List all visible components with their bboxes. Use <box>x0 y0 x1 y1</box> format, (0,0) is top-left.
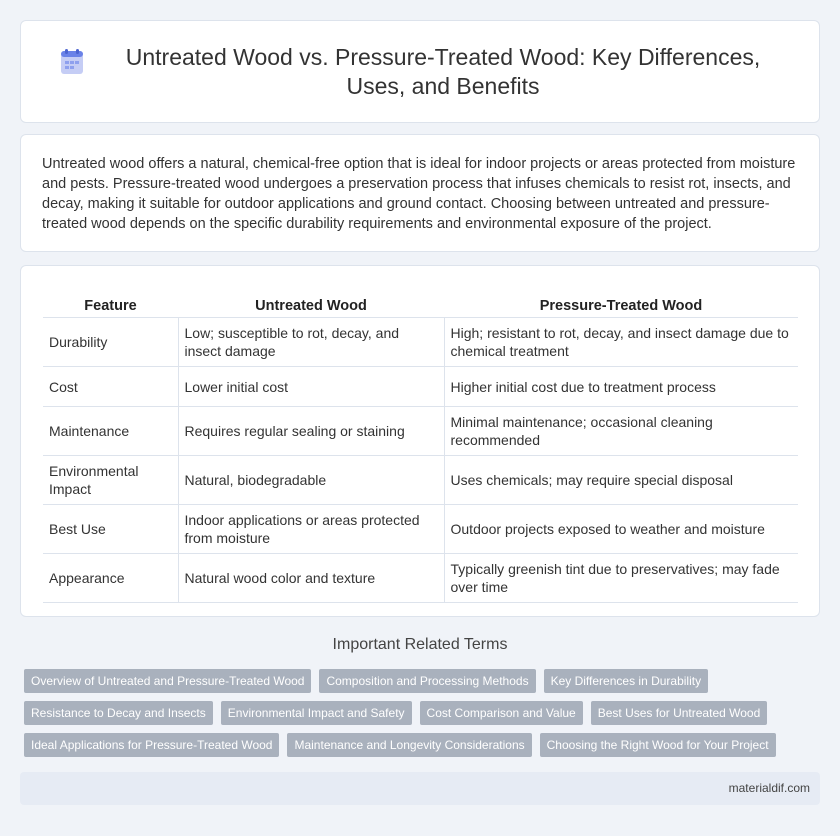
table-row <box>43 456 798 505</box>
table-cell: Maintenance <box>43 407 178 456</box>
table-row <box>43 505 798 554</box>
table-cell: Outdoor projects exposed to weather and moisture <box>444 505 798 554</box>
header-card <box>20 20 820 123</box>
table-cell: Low; susceptible to rot, decay, and insect damage <box>178 318 444 367</box>
tag-row <box>24 669 824 693</box>
related-term-tag[interactable]: Environmental Impact and Safety <box>221 701 412 725</box>
intro-text: Untreated wood offers a natural, chemical-free option that is ideal for indoor projects or areas protected from moisture and pests. Pressure-treated wood undergoes a preservation process that infuses chemicals to resist rot, insects, and decay, making it suitable for outdoor applications and ground contact. Choosing between untreated and pressure-treated wood depends on the specific durability requirements and environmental exposure of the project. <box>42 156 796 232</box>
table-cell: Indoor applications or areas protected from moisture <box>178 505 444 554</box>
table-cell: Higher initial cost due to treatment process <box>444 367 798 407</box>
related-terms-list <box>24 669 824 765</box>
table-cell: Appearance <box>43 554 178 603</box>
related-term-tag[interactable]: Composition and Processing Methods <box>319 669 535 693</box>
table-row <box>43 554 798 603</box>
site-link[interactable]: materialdif.com <box>728 781 810 795</box>
table-header-row <box>43 294 798 318</box>
comparison-table-card <box>20 265 820 617</box>
table-cell: Natural wood color and texture <box>178 554 444 603</box>
related-term-tag[interactable]: Best Uses for Untreated Wood <box>591 701 768 725</box>
table-row <box>43 407 798 456</box>
table-cell: Natural, biodegradable <box>178 456 444 505</box>
table-cell: Typically greenish tint due to preservatives; may fade over time <box>444 554 798 603</box>
related-terms-title: Important Related Terms <box>332 636 508 653</box>
table-row <box>43 367 798 407</box>
table-cell: Cost <box>43 367 178 407</box>
comparison-table <box>43 294 798 603</box>
related-term-tag[interactable]: Ideal Applications for Pressure-Treated Wood <box>24 733 279 757</box>
table-cell: Lower initial cost <box>178 367 444 407</box>
table-cell: Durability <box>43 318 178 367</box>
table-cell: Minimal maintenance; occasional cleaning recommended <box>444 407 798 456</box>
related-term-tag[interactable]: Cost Comparison and Value <box>420 701 583 725</box>
related-term-tag[interactable]: Key Differences in Durability <box>544 669 709 693</box>
table-cell: Uses chemicals; may require special disposal <box>444 456 798 505</box>
table-cell: Best Use <box>43 505 178 554</box>
intro-card <box>20 134 820 252</box>
table-cell: Environmental Impact <box>43 456 178 505</box>
table-row <box>43 318 798 367</box>
column-header: Pressure-Treated Wood <box>444 294 798 318</box>
tag-row <box>24 701 824 725</box>
table-cell: Requires regular sealing or staining <box>178 407 444 456</box>
column-header: Feature <box>43 294 178 318</box>
related-term-tag[interactable]: Maintenance and Longevity Considerations <box>287 733 531 757</box>
related-term-tag[interactable]: Resistance to Decay and Insects <box>24 701 213 725</box>
footer <box>20 772 820 805</box>
page-title: Untreated Wood vs. Pressure-Treated Wood: Key Differences, Uses, and Benefits <box>125 43 761 99</box>
column-header: Untreated Wood <box>178 294 444 318</box>
tag-row <box>24 733 824 757</box>
table-cell: High; resistant to rot, decay, and insect damage due to chemical treatment <box>444 318 798 367</box>
related-term-tag[interactable]: Overview of Untreated and Pressure-Treated Wood <box>24 669 311 693</box>
document-icon <box>60 49 84 75</box>
related-term-tag[interactable]: Choosing the Right Wood for Your Project <box>540 733 776 757</box>
